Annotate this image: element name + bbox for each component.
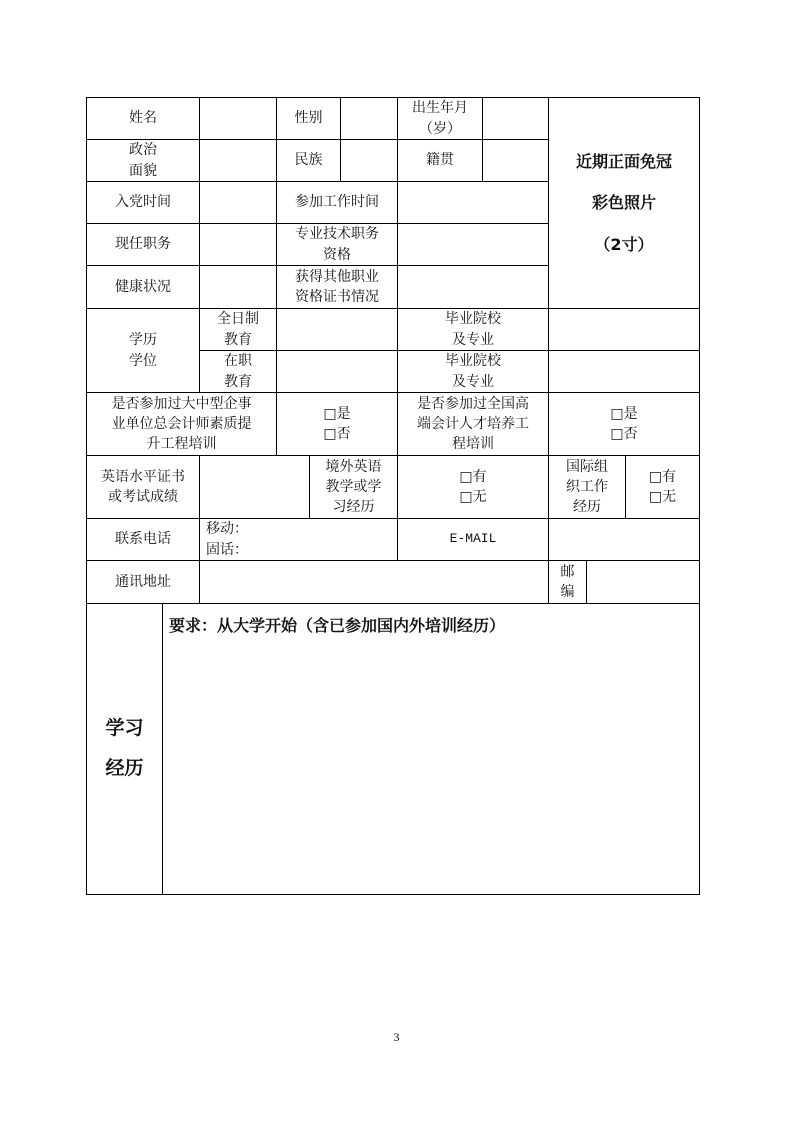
- fulltime-education-label: 全日制 教育: [199, 308, 277, 351]
- tech-title-field[interactable]: [397, 223, 549, 266]
- birth-label: 出生年月 （岁）: [397, 97, 483, 140]
- education-label: 学历 学位: [86, 308, 200, 393]
- fulltime-school-label: 毕业院校 及专业: [397, 308, 549, 351]
- gender-label: 性别: [276, 97, 341, 140]
- other-cert-field[interactable]: [397, 265, 549, 309]
- study-experience-field[interactable]: [162, 603, 700, 895]
- native-field[interactable]: [482, 139, 549, 182]
- inservice-degree-field[interactable]: [276, 350, 398, 393]
- politics-field[interactable]: [199, 139, 277, 182]
- study-requirement-text: 要求：从大学开始（含已参加国内外培训经历）: [169, 616, 506, 635]
- ethnicity-label: 民族: [276, 139, 341, 182]
- photo-box: 近期正面免冠 彩色照片 （2寸）: [548, 97, 700, 309]
- other-cert-label: 获得其他职业 资格证书情况: [276, 265, 398, 309]
- study-experience-label: 学习 经历: [86, 603, 163, 895]
- intl-org-checkboxes[interactable]: □有 □无: [625, 455, 700, 519]
- work-time-field[interactable]: [397, 181, 549, 224]
- health-label: 健康状况: [86, 265, 200, 309]
- english-field[interactable]: [199, 455, 310, 519]
- inservice-education-label: 在职 教育: [199, 350, 277, 393]
- party-time-field[interactable]: [199, 181, 277, 224]
- national-training-checkboxes[interactable]: □是 □否: [548, 392, 700, 456]
- party-time-label: 入党时间: [86, 181, 200, 224]
- health-field[interactable]: [199, 265, 277, 309]
- abroad-english-label: 境外英语 教学或学 习经历: [309, 455, 398, 519]
- address-field[interactable]: [199, 560, 549, 604]
- politics-label: 政治 面貌: [86, 139, 200, 182]
- gender-field[interactable]: [340, 97, 398, 140]
- contact-label: 联系电话: [86, 518, 200, 561]
- name-label: 姓名: [86, 97, 200, 140]
- ethnicity-field[interactable]: [340, 139, 398, 182]
- inservice-school-field[interactable]: [548, 350, 700, 393]
- email-field[interactable]: [548, 518, 700, 561]
- tech-title-label: 专业技术职务 资格: [276, 223, 398, 266]
- inservice-school-label: 毕业院校 及专业: [397, 350, 549, 393]
- native-label: 籍贯: [397, 139, 483, 182]
- fulltime-school-field[interactable]: [548, 308, 700, 351]
- abroad-english-checkboxes[interactable]: □有 □无: [397, 455, 549, 519]
- intl-org-label: 国际组 织工作 经历: [548, 455, 626, 519]
- position-label: 现任职务: [86, 223, 200, 266]
- postcode-label: 邮 编: [548, 560, 587, 604]
- work-time-label: 参加工作时间: [276, 181, 398, 224]
- english-label: 英语水平证书 或考试成绩: [86, 455, 200, 519]
- national-training-question: 是否参加过全国高 端会计人才培养工 程培训: [397, 392, 549, 456]
- postcode-field[interactable]: [586, 560, 700, 604]
- birth-field[interactable]: [482, 97, 549, 140]
- name-field[interactable]: [199, 97, 277, 140]
- address-label: 通讯地址: [86, 560, 200, 604]
- cfo-training-question: 是否参加过大中型企事 业单位总会计师素质提 升工程培训: [86, 392, 277, 456]
- page-number: 3: [393, 1030, 400, 1044]
- phone-field[interactable]: 移动： 固话：: [199, 518, 398, 561]
- position-field[interactable]: [199, 223, 277, 266]
- fulltime-degree-field[interactable]: [276, 308, 398, 351]
- email-label: E-MAIL: [397, 518, 549, 561]
- cfo-training-checkboxes[interactable]: □是 □否: [276, 392, 398, 456]
